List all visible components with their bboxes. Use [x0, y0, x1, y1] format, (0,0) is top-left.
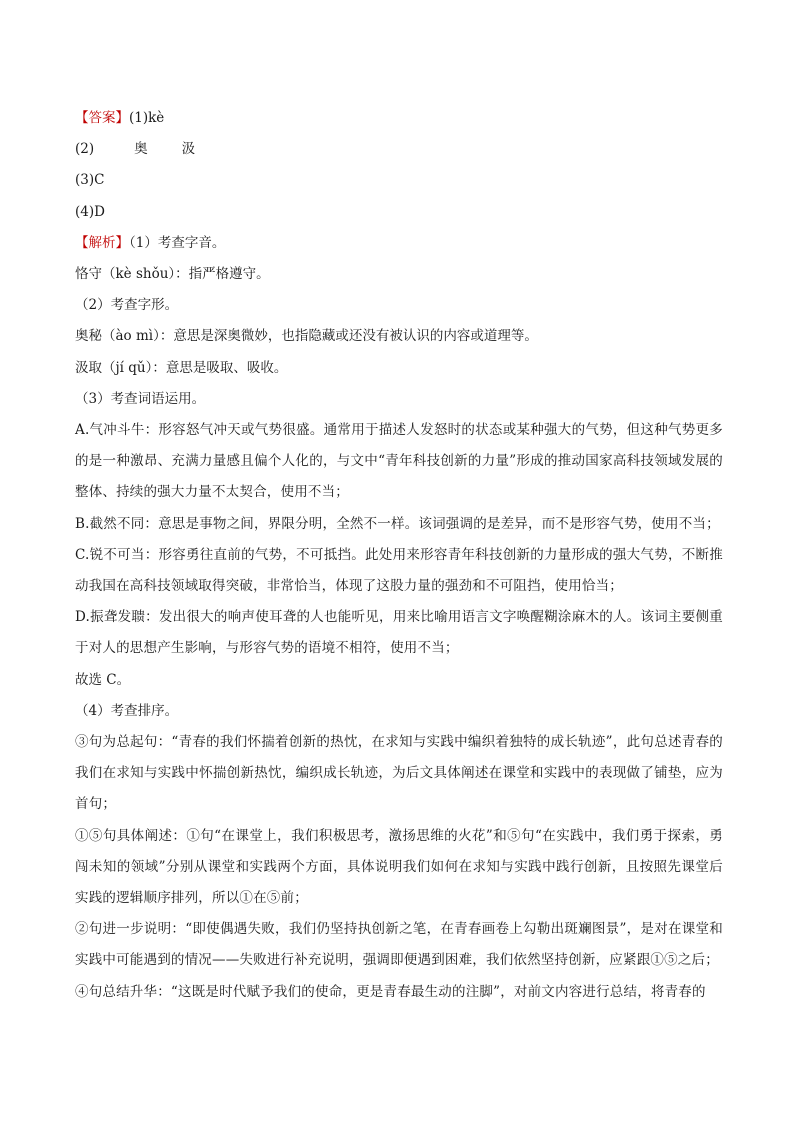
analysis-q4-heading: （4）考查排序。 — [75, 702, 179, 719]
analysis-q3-option-a: A.气冲斗牛：形容怒气冲天或气势很盛。通常用于描述人发怒时的状态或某种强大的气势，但这种气势更多的是一种激昂、充满力量感且偏个人化的，与文中“青年科技创新的力量”形成的推动国家高科技领域发展的整体、持续的强大力量不太契合，使用不当； — [75, 422, 723, 501]
answer-content — [75, 103, 723, 1008]
answer-line-3 — [75, 165, 723, 196]
analysis-q3-conclusion: 故选 C。 — [75, 671, 131, 688]
answer-tag: 【答案】 — [75, 110, 129, 126]
answer-item-2-number: (2) — [75, 141, 95, 158]
analysis-q2-body-a: 奥秘（ào mì）：意思是深奥微妙，也指隐藏或还没有被认识的内容或道理等。 — [75, 328, 538, 345]
analysis-q3-heading: （3）考查词语运用。 — [75, 390, 206, 407]
answer-item-2-char-b: 汲 — [181, 141, 196, 158]
analysis-q4-sentence-2: ②句进一步说明：“即使偶遇失败，我们仍坚持执创新之笔，在青春画卷上勾勒出斑斓图景”，是对在课堂和实践中可能遇到的情况——失败进行补充说明，强调即便遇到困难，我们依然坚持创新，应紧跟①⑤之后； — [75, 921, 723, 969]
analysis-q1-heading: （1）考查字音。 — [129, 234, 226, 251]
answer-line-4 — [75, 197, 723, 228]
answer-line-1 — [75, 103, 723, 134]
analysis-q3-option-c: C.锐不可当：形容勇往直前的气势，不可抵挡。此处用来形容青年科技创新的力量形成的强大气势，不断推动我国在高科技领域取得突破，非常恰当，体现了这股力量的强劲和不可阻挡，使用恰当； — [75, 546, 723, 595]
analysis-q4-sentence-4: ④句总结升华：“这既是时代赋予我们的使命，更是青春最生动的注脚”，对前文内容进行总结，将青春的 — [75, 983, 706, 1000]
answer-line-2 — [75, 134, 723, 165]
analysis-q3-option-b: B.截然不同：意思是事物之间，界限分明，全然不一样。该词强调的是差异，而不是形容气势，使用不当； — [75, 515, 720, 532]
analysis-q3-option-d: D.振聋发聩：发出很大的响声使耳聋的人也能听见，用来比喻用语言文字唤醒糊涂麻木的人。该词主要侧重于对人的思想产生影响，与形容气势的语境不相符，使用不当； — [75, 609, 723, 657]
analysis-q2-body-b: 汲取（jí qǔ）：意思是吸取、吸收。 — [75, 359, 288, 376]
analysis-q4-sentence-3: ③句为总起句：“青春的我们怀揣着创新的热忱，在求知与实践中编织着独特的成长轨迹”，此句总述青春的我们在求知与实践中怀揣创新热忱，编织成长轨迹，为后文具体阐述在课堂和实践中的表现做了铺垫，应为首句； — [75, 734, 723, 813]
answer-item-4: (4)D — [75, 203, 105, 220]
analysis-line-1 — [75, 228, 723, 259]
analysis-q4-sentences-1-5: ①⑤句具体阐述：①句“在课堂上，我们积极思考，激扬思维的火花”和⑤句“在实践中，我们勇于探索，勇闯未知的领域”分别从课堂和实践两个方面，具体说明我们如何在求知与实践中践行创新，且按照先课堂后实践的逻辑顺序排列，所以①在⑤前； — [75, 827, 723, 907]
answer-item-2-char-a: 奥 — [134, 141, 148, 158]
answer-item-1: (1)kè — [129, 110, 165, 126]
answer-item-3: (3)C — [75, 172, 105, 189]
analysis-tag: 【解析】 — [75, 234, 129, 251]
analysis-q1-body: 恪守（kè shǒu）：指严格遵守。 — [75, 266, 270, 283]
analysis-q2-heading: （2）考查字形。 — [75, 297, 179, 314]
